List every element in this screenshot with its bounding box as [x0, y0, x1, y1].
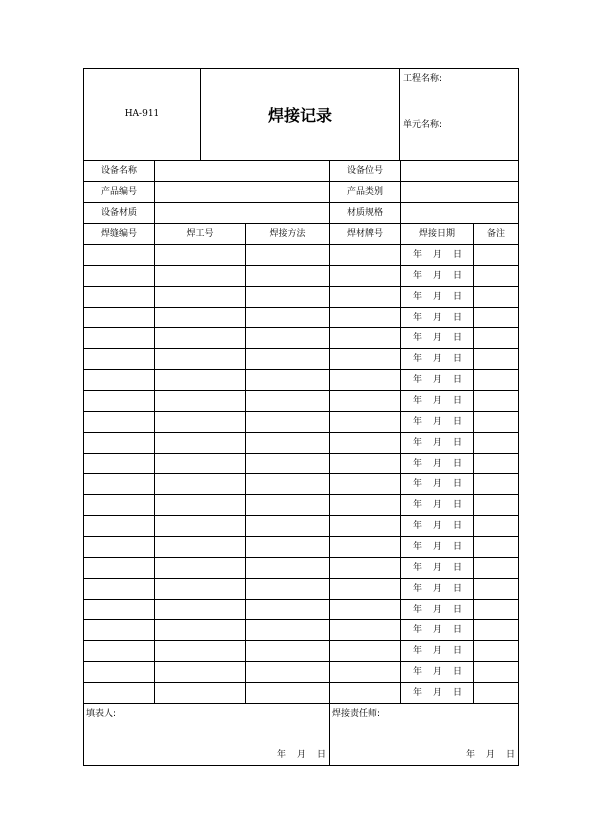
date-month-label: 月 — [433, 333, 443, 344]
welding-date-cell[interactable] — [401, 600, 474, 621]
remarks-cell[interactable] — [474, 474, 518, 495]
date-day-label: 日 — [453, 646, 463, 657]
welding-date-cell[interactable] — [401, 495, 474, 516]
weld-number-cell[interactable] — [84, 641, 155, 662]
welder-id-cell[interactable] — [155, 412, 246, 433]
info-label-product-number: 产品编号 — [84, 182, 155, 203]
welding-date-cell[interactable] — [401, 662, 474, 683]
welding-method-cell[interactable] — [246, 662, 330, 683]
date-year-label: 年 — [413, 604, 423, 615]
info-label-equipment-name: 设备名称 — [84, 161, 155, 182]
remarks-cell[interactable] — [474, 662, 518, 683]
welding-date-cell[interactable] — [401, 433, 474, 454]
product-category-field[interactable] — [401, 182, 518, 203]
welding-method-cell[interactable] — [246, 454, 330, 475]
consumable-grade-cell[interactable] — [330, 308, 401, 329]
date-day-label: 日 — [453, 562, 463, 573]
consumable-grade-cell[interactable] — [330, 558, 401, 579]
product-number-field[interactable] — [155, 182, 330, 203]
welding-date-cell[interactable] — [401, 287, 474, 308]
supervisor-label: 焊接责任师: — [332, 709, 381, 719]
form-title: 焊接记录 — [267, 106, 332, 125]
welder-id-cell[interactable] — [155, 600, 246, 621]
weld-number-cell[interactable] — [84, 474, 155, 495]
weld-number-cell[interactable] — [84, 579, 155, 600]
weld-number-cell[interactable] — [84, 495, 155, 516]
date-month-label: 月 — [433, 521, 443, 532]
date-day-label: 日 — [453, 375, 463, 386]
weld-number-cell[interactable] — [84, 391, 155, 412]
welding-date-cell[interactable] — [401, 266, 474, 287]
project-info-cell — [400, 69, 518, 161]
date-year-label: 年 — [413, 458, 423, 469]
welding-date-cell[interactable] — [401, 308, 474, 329]
welder-id-cell[interactable] — [155, 474, 246, 495]
welding-date-cell[interactable] — [401, 412, 474, 433]
column-header-consumable-grade: 焊材牌号 — [330, 224, 401, 245]
date-day-label: 日 — [453, 583, 463, 594]
weld-number-cell[interactable] — [84, 412, 155, 433]
date-year-label: 年 — [413, 583, 423, 594]
welding-method-cell[interactable] — [246, 412, 330, 433]
welder-id-cell[interactable] — [155, 537, 246, 558]
remarks-cell[interactable] — [474, 328, 518, 349]
welding-method-cell[interactable] — [246, 474, 330, 495]
date-month-label: 月 — [433, 646, 443, 657]
weld-number-cell[interactable] — [84, 245, 155, 266]
date-year-label: 年 — [413, 625, 423, 636]
info-label-equipment-tag: 设备位号 — [330, 161, 401, 182]
date-day-label: 日 — [453, 354, 463, 365]
date-month-label: 月 — [433, 250, 443, 260]
welding-method-cell[interactable] — [246, 600, 330, 621]
consumable-grade-cell[interactable] — [330, 454, 401, 475]
welding-method-cell[interactable] — [246, 433, 330, 454]
date-day-label: 日 — [453, 395, 463, 406]
remarks-cell[interactable] — [474, 537, 518, 558]
remarks-cell[interactable] — [474, 600, 518, 621]
date-month-label: 月 — [433, 604, 443, 615]
weld-number-cell[interactable] — [84, 537, 155, 558]
date-year-label: 年 — [413, 354, 423, 365]
welding-method-cell[interactable] — [246, 620, 330, 641]
column-header-welding-method: 焊接方法 — [246, 224, 330, 245]
welding-date-cell[interactable] — [401, 391, 474, 412]
supervisor-date-day: 日 — [506, 750, 516, 760]
remarks-cell[interactable] — [474, 495, 518, 516]
filler-date-month: 月 — [297, 750, 307, 760]
date-month-label: 月 — [433, 375, 443, 386]
date-year-label: 年 — [413, 437, 423, 448]
consumable-grade-cell[interactable] — [330, 495, 401, 516]
date-month-label: 月 — [433, 312, 443, 323]
weld-number-cell[interactable] — [84, 349, 155, 370]
remarks-cell[interactable] — [474, 308, 518, 329]
date-day-label: 日 — [453, 250, 463, 260]
date-year-label: 年 — [413, 270, 423, 281]
title-cell — [201, 69, 400, 161]
welding-method-cell[interactable] — [246, 391, 330, 412]
date-day-label: 日 — [453, 333, 463, 344]
remarks-cell[interactable] — [474, 412, 518, 433]
welder-id-cell[interactable] — [155, 579, 246, 600]
weld-number-cell[interactable] — [84, 266, 155, 287]
welder-id-cell[interactable] — [155, 245, 246, 266]
remarks-cell[interactable] — [474, 349, 518, 370]
equipment-tag-field[interactable] — [401, 161, 518, 182]
date-month-label: 月 — [433, 437, 443, 448]
date-day-label: 日 — [453, 541, 463, 552]
consumable-grade-cell[interactable] — [330, 474, 401, 495]
date-year-label: 年 — [413, 500, 423, 511]
date-month-label: 月 — [433, 291, 443, 302]
date-month-label: 月 — [433, 500, 443, 511]
weld-number-cell[interactable] — [84, 662, 155, 683]
date-month-label: 月 — [433, 270, 443, 281]
filler-signature-cell[interactable] — [84, 703, 330, 765]
date-day-label: 日 — [453, 458, 463, 469]
welder-id-cell[interactable] — [155, 495, 246, 516]
consumable-grade-cell[interactable] — [330, 370, 401, 391]
welding-date-cell[interactable] — [401, 245, 474, 266]
date-day-label: 日 — [453, 416, 463, 427]
weld-number-cell[interactable] — [84, 683, 155, 704]
welding-method-cell[interactable] — [246, 579, 330, 600]
remarks-cell[interactable] — [474, 370, 518, 391]
consumable-grade-cell[interactable] — [330, 391, 401, 412]
welding-date-cell[interactable] — [401, 641, 474, 662]
info-label-material-spec: 材质规格 — [330, 203, 401, 224]
date-year-label: 年 — [413, 687, 423, 698]
form-code-cell — [84, 69, 201, 161]
date-day-label: 日 — [453, 479, 463, 490]
welder-id-cell[interactable] — [155, 683, 246, 704]
project-name-label: 工程名称: — [403, 74, 443, 84]
welding-date-cell[interactable] — [401, 516, 474, 537]
remarks-cell[interactable] — [474, 516, 518, 537]
consumable-grade-cell[interactable] — [330, 433, 401, 454]
filler-label: 填表人: — [86, 709, 117, 719]
date-year-label: 年 — [413, 646, 423, 657]
consumable-grade-cell[interactable] — [330, 266, 401, 287]
info-label-product-category: 产品类别 — [330, 182, 401, 203]
welder-id-cell[interactable] — [155, 433, 246, 454]
welder-id-cell[interactable] — [155, 370, 246, 391]
consumable-grade-cell[interactable] — [330, 287, 401, 308]
welder-id-cell[interactable] — [155, 349, 246, 370]
remarks-cell[interactable] — [474, 266, 518, 287]
column-header-welder-id: 焊工号 — [155, 224, 246, 245]
remarks-cell[interactable] — [474, 683, 518, 704]
remarks-cell[interactable] — [474, 454, 518, 475]
weld-number-cell[interactable] — [84, 433, 155, 454]
date-day-label: 日 — [453, 270, 463, 281]
welding-date-cell[interactable] — [401, 683, 474, 704]
date-month-label: 月 — [433, 479, 443, 490]
welder-id-cell[interactable] — [155, 287, 246, 308]
consumable-grade-cell[interactable] — [330, 349, 401, 370]
welding-date-cell[interactable] — [401, 328, 474, 349]
weld-number-cell[interactable] — [84, 308, 155, 329]
equipment-name-field[interactable] — [155, 161, 330, 182]
filler-date-year: 年 — [277, 750, 287, 760]
date-year-label: 年 — [413, 333, 423, 344]
date-year-label: 年 — [413, 521, 423, 532]
date-year-label: 年 — [413, 250, 423, 260]
welding-date-cell[interactable] — [401, 620, 474, 641]
weld-number-cell[interactable] — [84, 454, 155, 475]
welder-id-cell[interactable] — [155, 391, 246, 412]
welding-method-cell[interactable] — [246, 287, 330, 308]
welding-method-cell[interactable] — [246, 558, 330, 579]
weld-number-cell[interactable] — [84, 558, 155, 579]
date-day-label: 日 — [453, 312, 463, 323]
consumable-grade-cell[interactable] — [330, 245, 401, 266]
welding-method-cell[interactable] — [246, 641, 330, 662]
date-month-label: 月 — [433, 458, 443, 469]
welding-method-cell[interactable] — [246, 308, 330, 329]
date-day-label: 日 — [453, 500, 463, 511]
filler-date-day: 日 — [317, 750, 327, 760]
material-spec-field[interactable] — [401, 203, 518, 224]
supervisor-date-year: 年 — [466, 750, 476, 760]
column-header-welding-date: 焊接日期 — [401, 224, 474, 245]
weld-number-cell[interactable] — [84, 600, 155, 621]
date-month-label: 月 — [433, 687, 443, 698]
welder-id-cell[interactable] — [155, 454, 246, 475]
equipment-material-field[interactable] — [155, 203, 330, 224]
date-year-label: 年 — [413, 541, 423, 552]
welding-method-cell[interactable] — [246, 349, 330, 370]
weld-number-cell[interactable] — [84, 516, 155, 537]
consumable-grade-cell[interactable] — [330, 641, 401, 662]
consumable-grade-cell[interactable] — [330, 516, 401, 537]
remarks-cell[interactable] — [474, 579, 518, 600]
date-year-label: 年 — [413, 312, 423, 323]
remarks-cell[interactable] — [474, 620, 518, 641]
date-month-label: 月 — [433, 562, 443, 573]
supervisor-date-month: 月 — [486, 750, 496, 760]
welding-date-cell[interactable] — [401, 537, 474, 558]
welder-id-cell[interactable] — [155, 558, 246, 579]
date-month-label: 月 — [433, 541, 443, 552]
remarks-cell[interactable] — [474, 433, 518, 454]
column-header-remarks: 备注 — [474, 224, 518, 245]
consumable-grade-cell[interactable] — [330, 537, 401, 558]
welding-method-cell[interactable] — [246, 266, 330, 287]
date-day-label: 日 — [453, 667, 463, 678]
date-day-label: 日 — [453, 437, 463, 448]
consumable-grade-cell[interactable] — [330, 683, 401, 704]
date-year-label: 年 — [413, 375, 423, 386]
welder-id-cell[interactable] — [155, 641, 246, 662]
welding-method-cell[interactable] — [246, 495, 330, 516]
remarks-cell[interactable] — [474, 245, 518, 266]
date-day-label: 日 — [453, 625, 463, 636]
info-label-equipment-material: 设备材质 — [84, 203, 155, 224]
welder-id-cell[interactable] — [155, 620, 246, 641]
date-year-label: 年 — [413, 291, 423, 302]
welding-date-cell[interactable] — [401, 579, 474, 600]
date-year-label: 年 — [413, 667, 423, 678]
date-day-label: 日 — [453, 521, 463, 532]
supervisor-signature-cell[interactable] — [330, 703, 518, 765]
welding-method-cell[interactable] — [246, 328, 330, 349]
weld-number-cell[interactable] — [84, 620, 155, 641]
welding-date-cell[interactable] — [401, 558, 474, 579]
date-month-label: 月 — [433, 667, 443, 678]
welding-date-cell[interactable] — [401, 349, 474, 370]
welder-id-cell[interactable] — [155, 308, 246, 329]
remarks-cell[interactable] — [474, 287, 518, 308]
unit-name-label: 单元名称: — [403, 120, 443, 130]
welding-date-cell[interactable] — [401, 454, 474, 475]
date-month-label: 月 — [433, 583, 443, 594]
weld-number-cell[interactable] — [84, 287, 155, 308]
welder-id-cell[interactable] — [155, 662, 246, 683]
consumable-grade-cell[interactable] — [330, 328, 401, 349]
date-year-label: 年 — [413, 395, 423, 406]
date-year-label: 年 — [413, 416, 423, 427]
consumable-grade-cell[interactable] — [330, 620, 401, 641]
form-code: HA-911 — [124, 109, 160, 119]
welding-method-cell[interactable] — [246, 683, 330, 704]
consumable-grade-cell[interactable] — [330, 662, 401, 683]
date-day-label: 日 — [453, 291, 463, 302]
remarks-cell[interactable] — [474, 391, 518, 412]
date-month-label: 月 — [433, 416, 443, 427]
consumable-grade-cell[interactable] — [330, 579, 401, 600]
welder-id-cell[interactable] — [155, 266, 246, 287]
date-year-label: 年 — [413, 479, 423, 490]
date-year-label: 年 — [413, 562, 423, 573]
welding-date-cell[interactable] — [401, 370, 474, 391]
welding-method-cell[interactable] — [246, 245, 330, 266]
weld-number-cell[interactable] — [84, 328, 155, 349]
consumable-grade-cell[interactable] — [330, 412, 401, 433]
date-month-label: 月 — [433, 625, 443, 636]
welding-date-cell[interactable] — [401, 474, 474, 495]
welding-record-form — [83, 68, 519, 766]
remarks-cell[interactable] — [474, 641, 518, 662]
welding-method-cell[interactable] — [246, 516, 330, 537]
remarks-cell[interactable] — [474, 558, 518, 579]
column-header-weld-number: 焊缝编号 — [84, 224, 155, 245]
date-month-label: 月 — [433, 354, 443, 365]
welding-method-cell[interactable] — [246, 537, 330, 558]
date-month-label: 月 — [433, 395, 443, 406]
date-day-label: 日 — [453, 604, 463, 615]
welder-id-cell[interactable] — [155, 328, 246, 349]
date-day-label: 日 — [453, 687, 463, 698]
consumable-grade-cell[interactable] — [330, 600, 401, 621]
welding-method-cell[interactable] — [246, 370, 330, 391]
weld-number-cell[interactable] — [84, 370, 155, 391]
welder-id-cell[interactable] — [155, 516, 246, 537]
